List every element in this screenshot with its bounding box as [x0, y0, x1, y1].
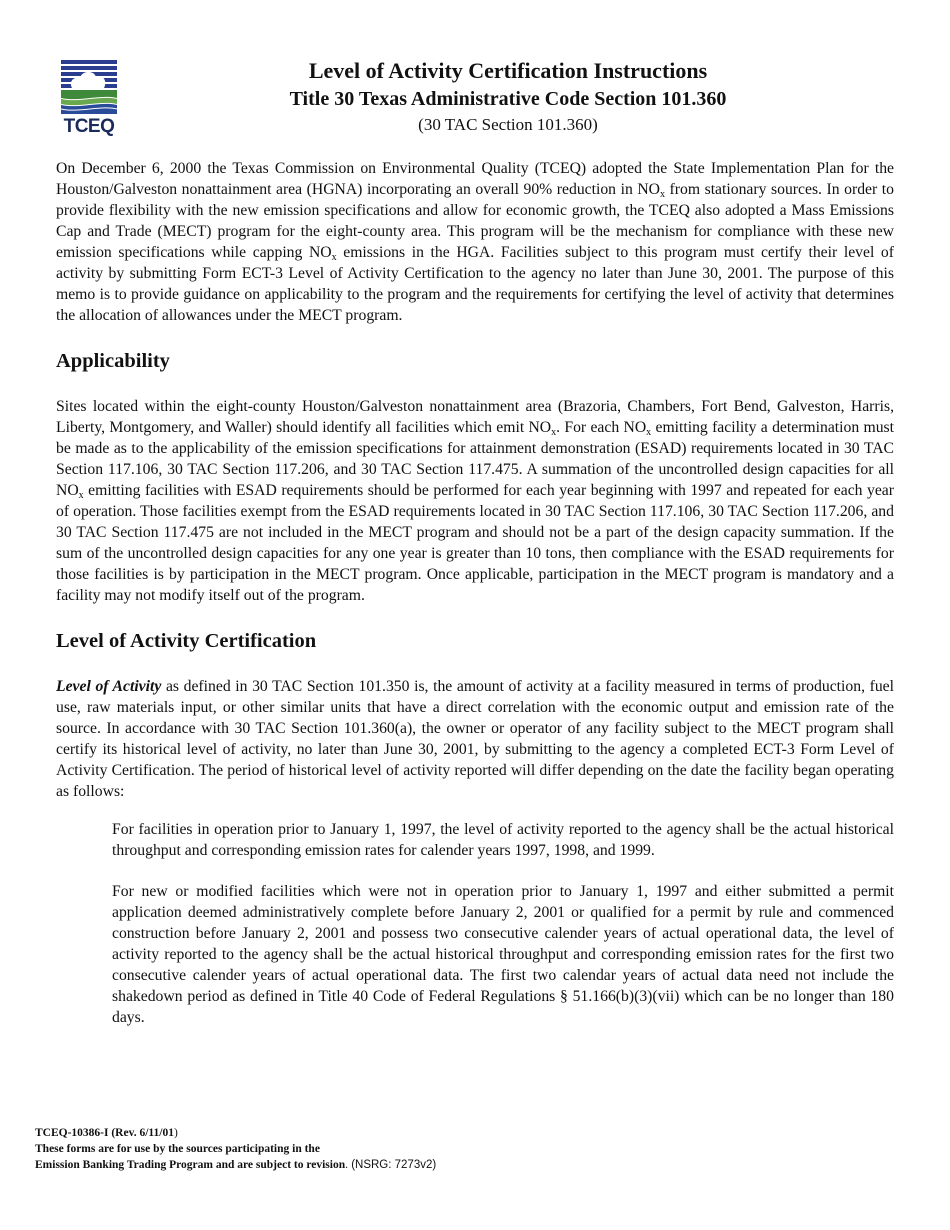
- document-footer: [35, 1125, 735, 1173]
- logo-wordmark: TCEQ: [63, 116, 115, 137]
- defined-term: Level of Activity: [56, 678, 162, 695]
- applicability-heading: Applicability: [56, 350, 170, 372]
- indented-paragraph-existing-facilities: For facilities in operation prior to January 1, 1997, the level of activity reported to the agency shall be the actual historical throughput and corresponding emission rates for calender years 1997, 1998, and 1999.: [112, 821, 894, 859]
- footer-nsrg-code: (NSRG: 7273v2): [348, 1159, 437, 1171]
- page-title: Level of Activity Certification Instructions: [308, 58, 708, 83]
- tceq-logo-icon: [58, 58, 120, 116]
- footer-note-line-1: These forms are for use by the sources participating in the: [35, 1143, 320, 1155]
- level-of-activity-heading: Level of Activity Certification: [56, 630, 317, 652]
- footer-form-number: TCEQ-10386-I (Rev. 6/11/01): [35, 1127, 178, 1139]
- intro-paragraph: On December 6, 2000 the Texas Commission on Environmental Quality (TCEQ) adopted the State Implementation Plan for the Houston/Galveston nonattainment area (HGNA) incorporating an overall 90% reduction in $NO_x$ from stationary sources. In order to provide flexibility with the new emission specifications and allow for economic growth, the TCEQ also adopted a Mass Emissions Cap and Trade (MECT) program for the eight-county area. This program will be the mechanism for compliance with these new emission specifications while capping $NO_x$ emissions in the HGA. Facilities subject to this program must certify their level of activity by submitting Form ECT-3 Level of Activity Certification to the agency no later than June 30, 2001. The purpose of this memo is to provide guidance on applicability to the program and the requirements for certifying the level of activity that determines the allocation of allowances under the MECT program.: [56, 160, 895, 324]
- document-body: [56, 158, 894, 1028]
- footer-note-line-2: Emission Banking Trading Program and are subject to revision. (NSRG: 7273v2): [35, 1159, 437, 1171]
- level-of-activity-paragraph: Level of Activity as defined in 30 TAC Section 101.350 is, the amount of activity at a facility measured in terms of production, fuel use, raw materials input, or other similar units that have a direct correlation with the economic output and emission rate of the source. In accordance with 30 TAC Section 101.360(a), the owner or operator of any facility subject to the MECT program shall certify its historical level of activity, no later than June 30, 2001, by submitting to the agency a completed ECT-3 Form Level of Activity Certification. The period of historical level of activity reported will differ depending on the date the facility began operating as follows:: [56, 678, 894, 800]
- document-header: [180, 57, 836, 137]
- page-citation: (30 TAC Section 101.360): [418, 115, 598, 134]
- tceq-logo: [58, 58, 120, 138]
- page-subtitle: Title 30 Texas Administrative Code Section 101.360: [289, 88, 727, 110]
- indented-paragraph-new-facilities: For new or modified facilities which were not in operation prior to January 1, 1997 and either submitted a permit application deemed administratively complete before January 2, 2001 or qualified for a permit by rule and commenced construction before January 2, 2001 and possess two consecutive calender years of actual operational data, the level of activity reported to the agency shall be the actual historical throughput and corresponding emission rates for the first two consecutive calender years of actual operational data. The first two calendar years of actual data need not include the shakedown period as defined in Title 40 Code of Federal Regulations § 51.166(b)(3)(vii) which can be no longer than 180 days.: [112, 883, 894, 1026]
- applicability-paragraph: Sites located within the eight-county Houston/Galveston nonattainment area (Brazoria, Chambers, Fort Bend, Galveston, Harris, Liberty, Montgomery, and Waller) should identify all facilities which emit $NO_x$. For each $NO_x$ emitting facility a determination must be made as to the applicability of the emission specifications for attainment demonstration (ESAD) requirements located in 30 TAC Section 117.106, 30 TAC Section 117.206, and 30 TAC Section 117.475. A summation of the uncontrolled design capacities for all $NO_x$ emitting facilities with ESAD requirements should be performed for each year beginning with 1997 and repeated for each year of operation. Those facilities exempt from the ESAD requirements located in 30 TAC Section 117.106, 30 TAC Section 117.206, and 30 TAC Section 117.475 are not included in the MECT program and should not be a part of the design capacity summation. If the sum of the uncontrolled design capacities for any one year is greater than 10 tons, then compliance with the ESAD requirements for those facilities is by participation in the MECT program. Once applicable, participation in the MECT program is mandatory and a facility may not modify itself out of the program.: [56, 398, 895, 604]
